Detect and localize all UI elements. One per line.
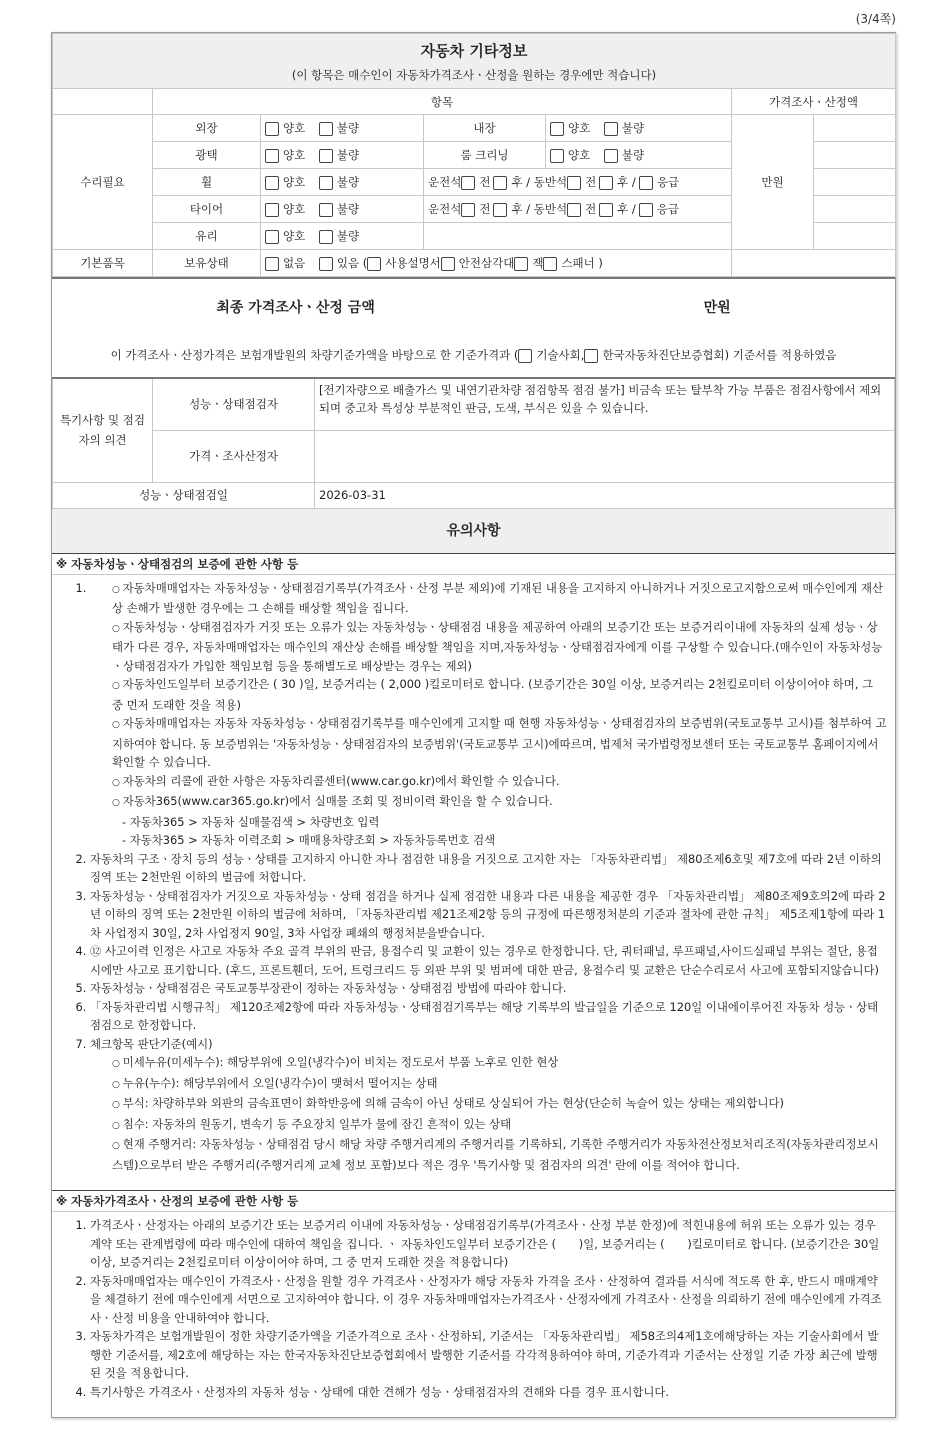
jack-checkbox[interactable] bbox=[514, 257, 528, 271]
section-subtitle: (이 항목은 매수인이 자동차가격조사ㆍ산정을 원하는 경우에만 적습니다) bbox=[291, 67, 657, 82]
bad-checkbox[interactable] bbox=[319, 230, 333, 244]
good-checkbox[interactable] bbox=[550, 149, 564, 163]
manual-checkbox[interactable] bbox=[367, 257, 381, 271]
rear-checkbox[interactable] bbox=[599, 203, 613, 217]
rear-checkbox[interactable] bbox=[493, 176, 507, 190]
inspector-label: 성능ㆍ상태점검자 bbox=[153, 378, 315, 430]
opinion-label: 특기사항 및 점검자의 의견 bbox=[53, 378, 153, 482]
form-frame bbox=[51, 32, 896, 1418]
final-price-label: 최종 가격조사ㆍ산정 금액 bbox=[216, 300, 375, 316]
basic-options: 없음 있음 ( 사용설명서 안전삼각대 잭 스패너 ) bbox=[261, 250, 732, 277]
good-checkbox[interactable] bbox=[265, 203, 279, 217]
urgent-checkbox[interactable] bbox=[639, 203, 653, 217]
bad-checkbox[interactable] bbox=[604, 122, 618, 136]
repair-item-name: 휠 bbox=[153, 169, 261, 196]
basic-status: 보유상태 bbox=[153, 250, 261, 277]
bad-checkbox[interactable] bbox=[319, 122, 333, 136]
front-checkbox[interactable] bbox=[461, 176, 475, 190]
repair-item-name: 내장 bbox=[424, 115, 546, 142]
repair-label: 수리필요 bbox=[53, 115, 153, 250]
repair-item-name: 광택 bbox=[153, 142, 261, 169]
notice-section1: ○ 1. 자동차매매업자는 자동차성능ㆍ상태점검기록부(가격조사ㆍ산정 부분 제외)에 기재된 내용을 고지하지 아니하거나 거짓으로고지함으로써 매수인에게 재산상 손해가 발생한 경우에는 그 손해를 배상할 책임을 집니다. ○ 자동차성능ㆍ상태점검자가 거짓 또는 오류가 있는 자동차성능ㆍ상태점검 내용을 제공하여 아래의 보증기간 또는 보증거리이내에 자동차의 실제 성능ㆍ상태가 다른 경우, 자동차매매업자는 매수인의 재산상 손해를 배상할 책임을 지며,자동차성능ㆍ상태점검자에게 이를 구상할 수 있습니다.(매수인이 자동차성능ㆍ상태점검자가 가입한 책임보험 등을 통해별도로 배상받는 경우는 제외) ○ 자동차인도일부터 보증기간은 ( 30 )일, 보증거리는 ( 2,000 )킬로미터로 합니다. (보증기간은 30일 이상, 보증거리는 2천킬로미터 이상이어야 하며, 그 중 먼저 도래한 것을 적용) ○ 자동차매매업자는 자동차 자동차성능ㆍ상태점검기록부를 매수인에게 고지할 때 현행 자동차성능ㆍ상태점검자의 보증범위(국토교통부 고시)를 첨부하여 고지하여야 합니다. 동 보증범위는 '자동차성능ㆍ상태점검자의 보증범위'(국토교통부 고시)에따르며, 법제처 국가법령정보센터 또는 국토교통부 홈페이지에서 확인할 수 있습니다. ○ 자동차의 리콜에 관한 사항은 자동차리콜센터(www.car.go.kr)에서 확인할 수 있습니다. ○ 자동차365(www.car365.go.kr)에서 실매물 조회 및 정비이력 확인을 할 수 있습니다. - 자동차365 > 자동차 실매물검색 > 차량번호 입력 - 자동차365 > 자동차 이력조회 > 매매용차량조회 > 자동차등록번호 검색 2. 자동차의 구조ㆍ장치 등의 성능ㆍ상태를 고지하지 아니한 자나 점검한 내용을 거짓으로 고지한 자는 「자동차관리법」 제80조제6호및 제7호에 따라 2년 이하의 징역 또는 2천만원 이하의 벌금에 처합니다. 3. 자동차성능ㆍ상태점검자가 거짓으로 자동차성능ㆍ상태 점검을 하거나 실제 점검한 내용과 다른 내용을 제공한 경우 「자동차관리법」 제80조제9호의2에 따라 2년 이하의 징역 또는 2천만원 이하의 벌금에 처하며, 「자동차관리법 제21조제2항 등의 규정에 따른행정처분의 기준과 절차에 관한 규칙」 제5조제1항에 따라 1차 사업정지 30일, 2차 사업정지 90일, 3차 사업장 폐쇄의 행정처분을받습니다. 4. ⑫ 사고이력 인정은 사고로 자동차 주요 골격 부위의 판금, 용접수리 및 교환이 있는 경우로 한정합니다. 단, 쿼터패널, 루프패널,사이드실패널 부위는 절단, 용접 시에만 사고로 표기합니다. (후드, 프론트휀더, 도어, 트렁크리드 등 외판 부위 및 범퍼에 대한 판금, 용접수리 및 교환은 단순수리로서 사고에 포함되지않습니다) 5. 자동차성능ㆍ상태점검은 국토교통부장관이 정하는 자동차성능ㆍ상태점검 방법에 따라야 합니다. 6. 「자동차관리법 시행규칙」 제120조제2항에 따라 자동차성능ㆍ상태점검기록부는 해당 기록부의 발급일을 기준으로 120일 이내에이루어진 자동차 성능ㆍ상태점검으로 한정합니다. 7. 체크항목 판단기준(예시) ○ 미세누유(미세누수): 해당부위에 오일(냉각수)이 비치는 정도로서 부품 노후로 인한 현상 ○ 누유(누수): 해당부위에서 오일(냉각수)이 맺혀서 떨어지는 상태 ○ 부식: 차량하부와 외판의 금속표면이 화학반응에 의해 금속이 아닌 상태로 상실되어 가는 현상(단순히 녹슬어 있는 상태는 제외합니다) ○ 침수: 자동차의 원동기, 변속기 등 주요장치 일부가 물에 잠긴 흔적이 있는 상태 ○ 현재 주행거리: 자동차성능ㆍ상태점검 당시 해당 차량 주행거리계의 주행거리를 기록하되, 기록한 주행거리가 자동차전산정보처리조직(자동차관리정보시스템)으로부터 받은 주행거리(주행거리계 교체 정보 포함)보다 적은 경우 '특기사항 및 점검자의 의견' 란에 이를 적어야 합니다. bbox=[52, 575, 895, 1179]
good-checkbox[interactable] bbox=[265, 230, 279, 244]
bad-checkbox[interactable] bbox=[319, 203, 333, 217]
final-price-unit: 만원 bbox=[703, 300, 731, 316]
repair-item-name: 룸 크리닝 bbox=[424, 142, 546, 169]
spanner-checkbox[interactable] bbox=[543, 257, 557, 271]
rear-checkbox[interactable] bbox=[599, 176, 613, 190]
price-header: 가격조사ㆍ산정액 bbox=[732, 89, 896, 115]
basic-label: 기본품목 bbox=[53, 250, 153, 277]
good-checkbox[interactable] bbox=[265, 122, 279, 136]
bad-checkbox[interactable] bbox=[319, 176, 333, 190]
good-checkbox[interactable] bbox=[265, 176, 279, 190]
bad-checkbox[interactable] bbox=[319, 149, 333, 163]
final-price-section bbox=[52, 277, 895, 377]
notice-section1-heading: ※ 자동차성능ㆍ상태점검의 보증에 관한 사항 등 bbox=[52, 553, 895, 575]
document-page bbox=[51, 10, 896, 1418]
page-number: (3/4쪽) bbox=[855, 12, 896, 26]
repair-price-unit: 만원 bbox=[732, 115, 814, 250]
front-checkbox[interactable] bbox=[461, 203, 475, 217]
rear-checkbox[interactable] bbox=[493, 203, 507, 217]
seat-options: 운전석 전 후 / 동반석 전 후 / 응급 bbox=[424, 196, 732, 223]
front-checkbox[interactable] bbox=[567, 176, 581, 190]
urgent-checkbox[interactable] bbox=[639, 176, 653, 190]
repair-item-name: 타이어 bbox=[153, 196, 261, 223]
repair-item-name: 외장 bbox=[153, 115, 261, 142]
inspection-date-value: 2026-03-31 bbox=[315, 482, 895, 508]
seat-options: 운전석 전 후 / 동반석 전 후 / 응급 bbox=[424, 169, 732, 196]
final-price-note: 이 가격조사ㆍ산정가격은 보험개발원의 차량기준가액을 바탕으로 한 기준가격과 ( 기술사회, 한국자동차진단보증협회) 기준서를 적용하였음 bbox=[110, 348, 837, 362]
bad-checkbox[interactable] bbox=[604, 149, 618, 163]
section-title: 자동차 기타정보 bbox=[420, 41, 528, 60]
none-checkbox[interactable] bbox=[265, 257, 279, 271]
item-header: 항목 bbox=[153, 89, 732, 115]
notice-title: 유의사항 bbox=[52, 509, 895, 553]
repair-item-name: 유리 bbox=[153, 223, 261, 250]
section-header bbox=[53, 34, 896, 89]
triangle-checkbox[interactable] bbox=[441, 257, 455, 271]
exists-checkbox[interactable] bbox=[319, 257, 333, 271]
info-table: 자동차 기타정보 (이 항목은 매수인이 자동차가격조사ㆍ산정을 원하는 경우에만 적습니다) 항목 가격조사ㆍ산정액 수리필요 외장 양호 불량 내장 양호 불량 만원 광택 양호 불량 룸 크리닝 양호 불량 휠 양호 불량 운전석 전 후 / 동반석 전 후 / 응급 타이어 양호 불량 운전석 전 후 / 동반석 전 후 / 응급 유리 양호 불량 기본품목 보유상태 없음 있음 ( 사용설명서 안전삼각대 잭 스패너 ) bbox=[52, 33, 896, 277]
good-checkbox[interactable] bbox=[550, 122, 564, 136]
notice-section2-heading: ※ 자동차가격조사ㆍ산정의 보증에 관한 사항 등 bbox=[52, 1190, 895, 1212]
engineer-society-checkbox[interactable] bbox=[518, 349, 532, 363]
opinion-table bbox=[52, 377, 895, 509]
inspection-date-label: 성능ㆍ상태점검일 bbox=[53, 482, 315, 508]
good-checkbox[interactable] bbox=[265, 149, 279, 163]
pricer-label: 가격ㆍ조사산정자 bbox=[153, 430, 315, 482]
notice-section2: 1. 가격조사ㆍ산정자는 아래의 보증기간 또는 보증거리 이내에 자동차성능ㆍ상태점검기록부(가격조사ㆍ산정 부분 한정)에 적힌내용에 허위 또는 오류가 있는 경우 계약 또는 관계법령에 따라 매수인에 대하여 책임을 집니다. ㆍ 자동차인도일부터 보증기간은 ( )일, 보증거리는 ( )킬로미터로 합니다. (보증기간은 30일 이상, 보증거리는 2천킬로미터 이상이어야 하며, 그 중 먼저 도래한 것을 적용합니다) 2. 자동차매매업자는 매수인이 가격조사ㆍ산정을 원할 경우 가격조사ㆍ산정자가 해당 자동차 가격을 조사ㆍ산정하여 결과를 서식에 적도록 한 후, 반드시 매매계약을 체결하기 전에 매수인에게 서면으로 고지하여야 합니다. 이 경우 자동차매매업자는가격조사ㆍ산정자에게 가격조사ㆍ산정을 의뢰하기 전에 매수인에게 가격조사ㆍ산정 비용을 안내하여야 합니다. 3. 자동차가격은 보험개발원이 정한 차량기준가액을 기준가격으로 조사ㆍ산정하되, 기준서는 「자동차관리법」 제58조의4제1호에해당하는 자는 기술사회에서 발행한 기준서를, 제2호에 해당하는 자는 한국자동차진단보증협회에서 발행한 기준서를 각각적용하여야 하며, 기준가격과 기준서는 산정일 기준 가장 최근에 발행된 것을 적용합니다. 4. 특기사항은 가격조사ㆍ산정자의 자동차 성능ㆍ상태에 대한 견해가 성능ㆍ상태점검자의 견해와 다를 경우 표시합니다. bbox=[52, 1212, 895, 1405]
kada-checkbox[interactable] bbox=[584, 349, 598, 363]
inspector-opinion: [전기자량으로 배출가스 및 내연기관차량 점검항목 점검 불가] 비금속 또는 탈부착 가능 부품은 점검사항에서 제외되며 중고차 특성상 부분적인 판금, 도색, 부식은 있을 수 있습니다. bbox=[315, 378, 895, 430]
front-checkbox[interactable] bbox=[567, 203, 581, 217]
